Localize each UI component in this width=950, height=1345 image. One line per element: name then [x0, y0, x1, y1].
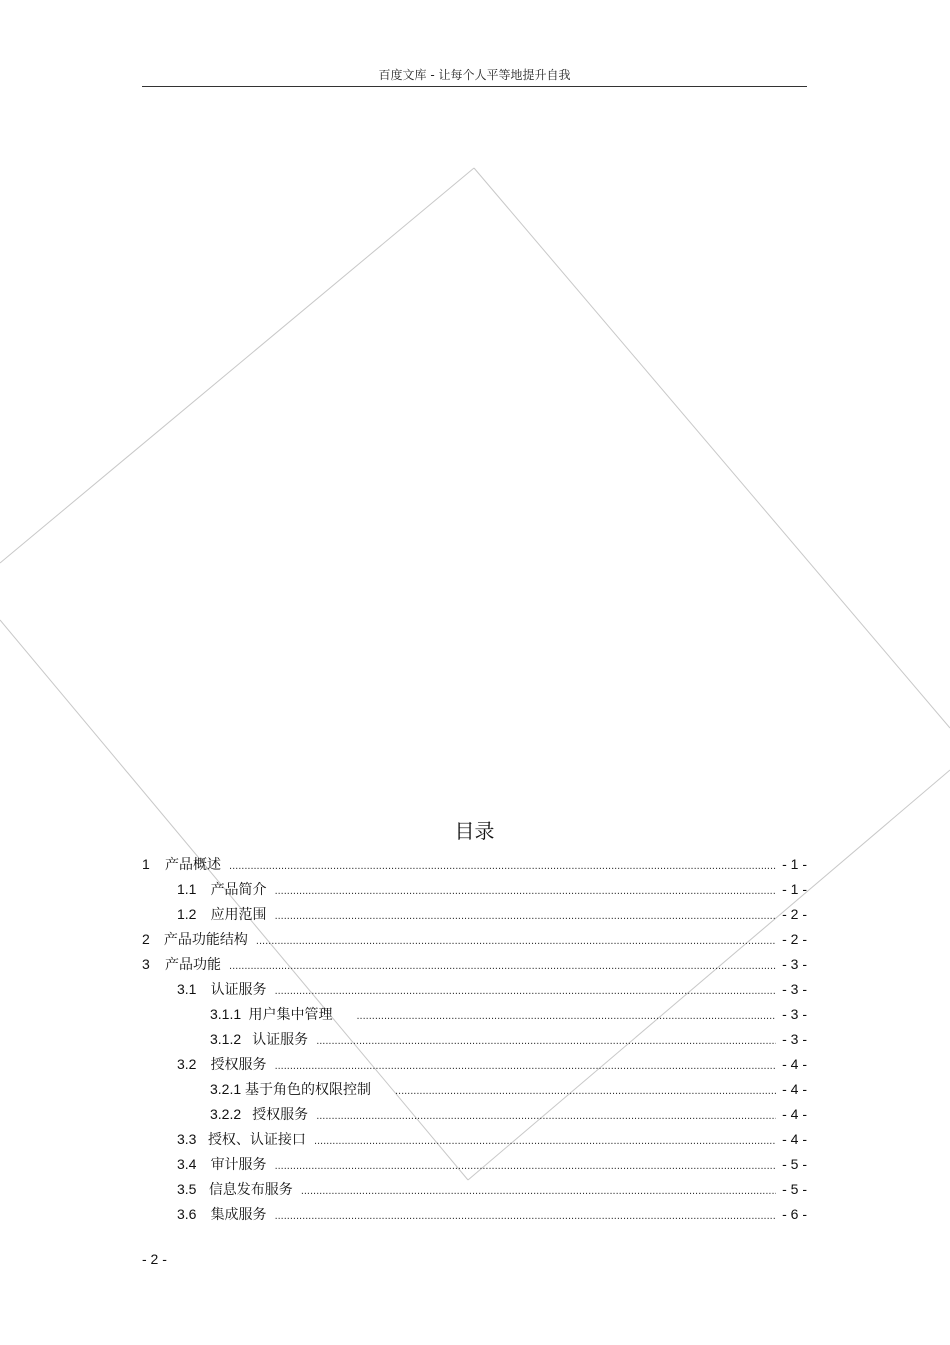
toc-entry-title: 用户集中管理	[248, 1007, 333, 1023]
toc-entry-title: 产品简介	[210, 882, 267, 898]
toc-leader-dots	[316, 1029, 776, 1054]
header-rule	[142, 86, 807, 87]
toc-leader-dots	[275, 1054, 777, 1079]
toc-entry[interactable]	[142, 902, 807, 927]
toc-entry-number: 3	[142, 956, 150, 972]
toc-entry[interactable]	[142, 1127, 807, 1152]
toc-entry[interactable]	[142, 1027, 807, 1052]
toc-entry-title: 认证服务	[252, 1032, 309, 1048]
toc-entry-page: - 3 -	[782, 981, 807, 997]
toc-entry-number: 3.2.2	[210, 1106, 242, 1122]
toc-leader-dots	[275, 904, 777, 929]
toc-entry-page: - 1 -	[782, 881, 807, 897]
toc-entry-number: 3.3	[177, 1131, 197, 1147]
toc-entry-page: - 5 -	[782, 1181, 807, 1197]
page-number: - 2 -	[142, 1251, 167, 1267]
toc-entry-page: - 6 -	[782, 1206, 807, 1222]
toc-entry[interactable]	[142, 1202, 807, 1227]
toc-entry-number: 3.6	[177, 1206, 197, 1222]
toc-entry[interactable]	[142, 977, 807, 1002]
toc-entry-page: - 2 -	[782, 906, 807, 922]
toc-leader-dots	[275, 1154, 777, 1179]
toc-entry[interactable]	[142, 1177, 807, 1202]
toc-entry-page: - 3 -	[782, 956, 807, 972]
toc-entry-number: 1	[142, 856, 150, 872]
toc-entry-number: 1.2	[177, 906, 197, 922]
toc-entry-number: 1.1	[177, 881, 197, 897]
toc-entry[interactable]	[142, 877, 807, 902]
toc-entry-title: 产品概述	[165, 857, 222, 873]
toc-leader-dots	[229, 954, 776, 979]
toc-entry-page: - 4 -	[782, 1081, 807, 1097]
toc-entry[interactable]	[142, 852, 807, 877]
toc-entry-title: 基于角色的权限控制	[244, 1082, 371, 1098]
toc-leader-dots	[275, 879, 777, 904]
toc-entry-page: - 2 -	[782, 931, 807, 947]
toc-leader-dots	[275, 1204, 777, 1229]
toc-entry-number: 3.2.1	[210, 1081, 242, 1097]
toc-entry[interactable]	[142, 1102, 807, 1127]
table-of-contents	[142, 852, 807, 1227]
toc-entry-number: 2	[142, 931, 150, 947]
toc-entry-number: 3.4	[177, 1156, 197, 1172]
toc-entry-number: 3.2	[177, 1056, 197, 1072]
toc-entry-page: - 4 -	[782, 1106, 807, 1122]
toc-entry-title: 产品功能	[165, 957, 222, 973]
toc-entry-page: - 4 -	[782, 1131, 807, 1147]
toc-entry[interactable]	[142, 952, 807, 977]
toc-entry-number: 3.1.2	[210, 1031, 242, 1047]
toc-entry[interactable]	[142, 1002, 807, 1027]
toc-entry-page: - 1 -	[782, 856, 807, 872]
toc-leader-dots	[301, 1179, 776, 1204]
toc-leader-dots	[395, 1079, 776, 1104]
toc-entry-title: 应用范围	[210, 907, 267, 923]
toc-leader-dots	[314, 1129, 776, 1154]
toc-entry-title: 信息发布服务	[208, 1182, 293, 1198]
toc-entry-number: 3.1	[177, 981, 197, 997]
toc-entry-number: 3.5	[177, 1181, 197, 1197]
toc-entry-page: - 3 -	[782, 1031, 807, 1047]
toc-entry-title: 认证服务	[210, 982, 267, 998]
toc-leader-dots	[316, 1104, 776, 1129]
toc-entry-title: 集成服务	[210, 1207, 267, 1223]
toc-entry-page: - 5 -	[782, 1156, 807, 1172]
toc-leader-dots	[229, 854, 776, 879]
toc-entry-title: 授权、认证接口	[207, 1132, 306, 1148]
toc-entry-page: - 4 -	[782, 1056, 807, 1072]
toc-leader-dots	[356, 1004, 776, 1029]
toc-entry[interactable]	[142, 927, 807, 952]
toc-entry[interactable]	[142, 1152, 807, 1177]
toc-entry-title: 授权服务	[252, 1107, 309, 1123]
toc-leader-dots	[256, 929, 776, 954]
toc-title: 目录	[454, 819, 495, 843]
toc-entry-page: - 3 -	[782, 1006, 807, 1022]
toc-leader-dots	[275, 979, 777, 1004]
toc-entry-title: 授权服务	[210, 1057, 267, 1073]
toc-entry-number: 3.1.1	[210, 1006, 242, 1022]
toc-entry[interactable]	[142, 1077, 807, 1102]
toc-entry[interactable]	[142, 1052, 807, 1077]
toc-entry-title: 产品功能结构	[163, 932, 248, 948]
page-header: 百度文库 - 让每个人平等地提升自我	[378, 68, 571, 82]
toc-entry-title: 审计服务	[210, 1157, 267, 1173]
